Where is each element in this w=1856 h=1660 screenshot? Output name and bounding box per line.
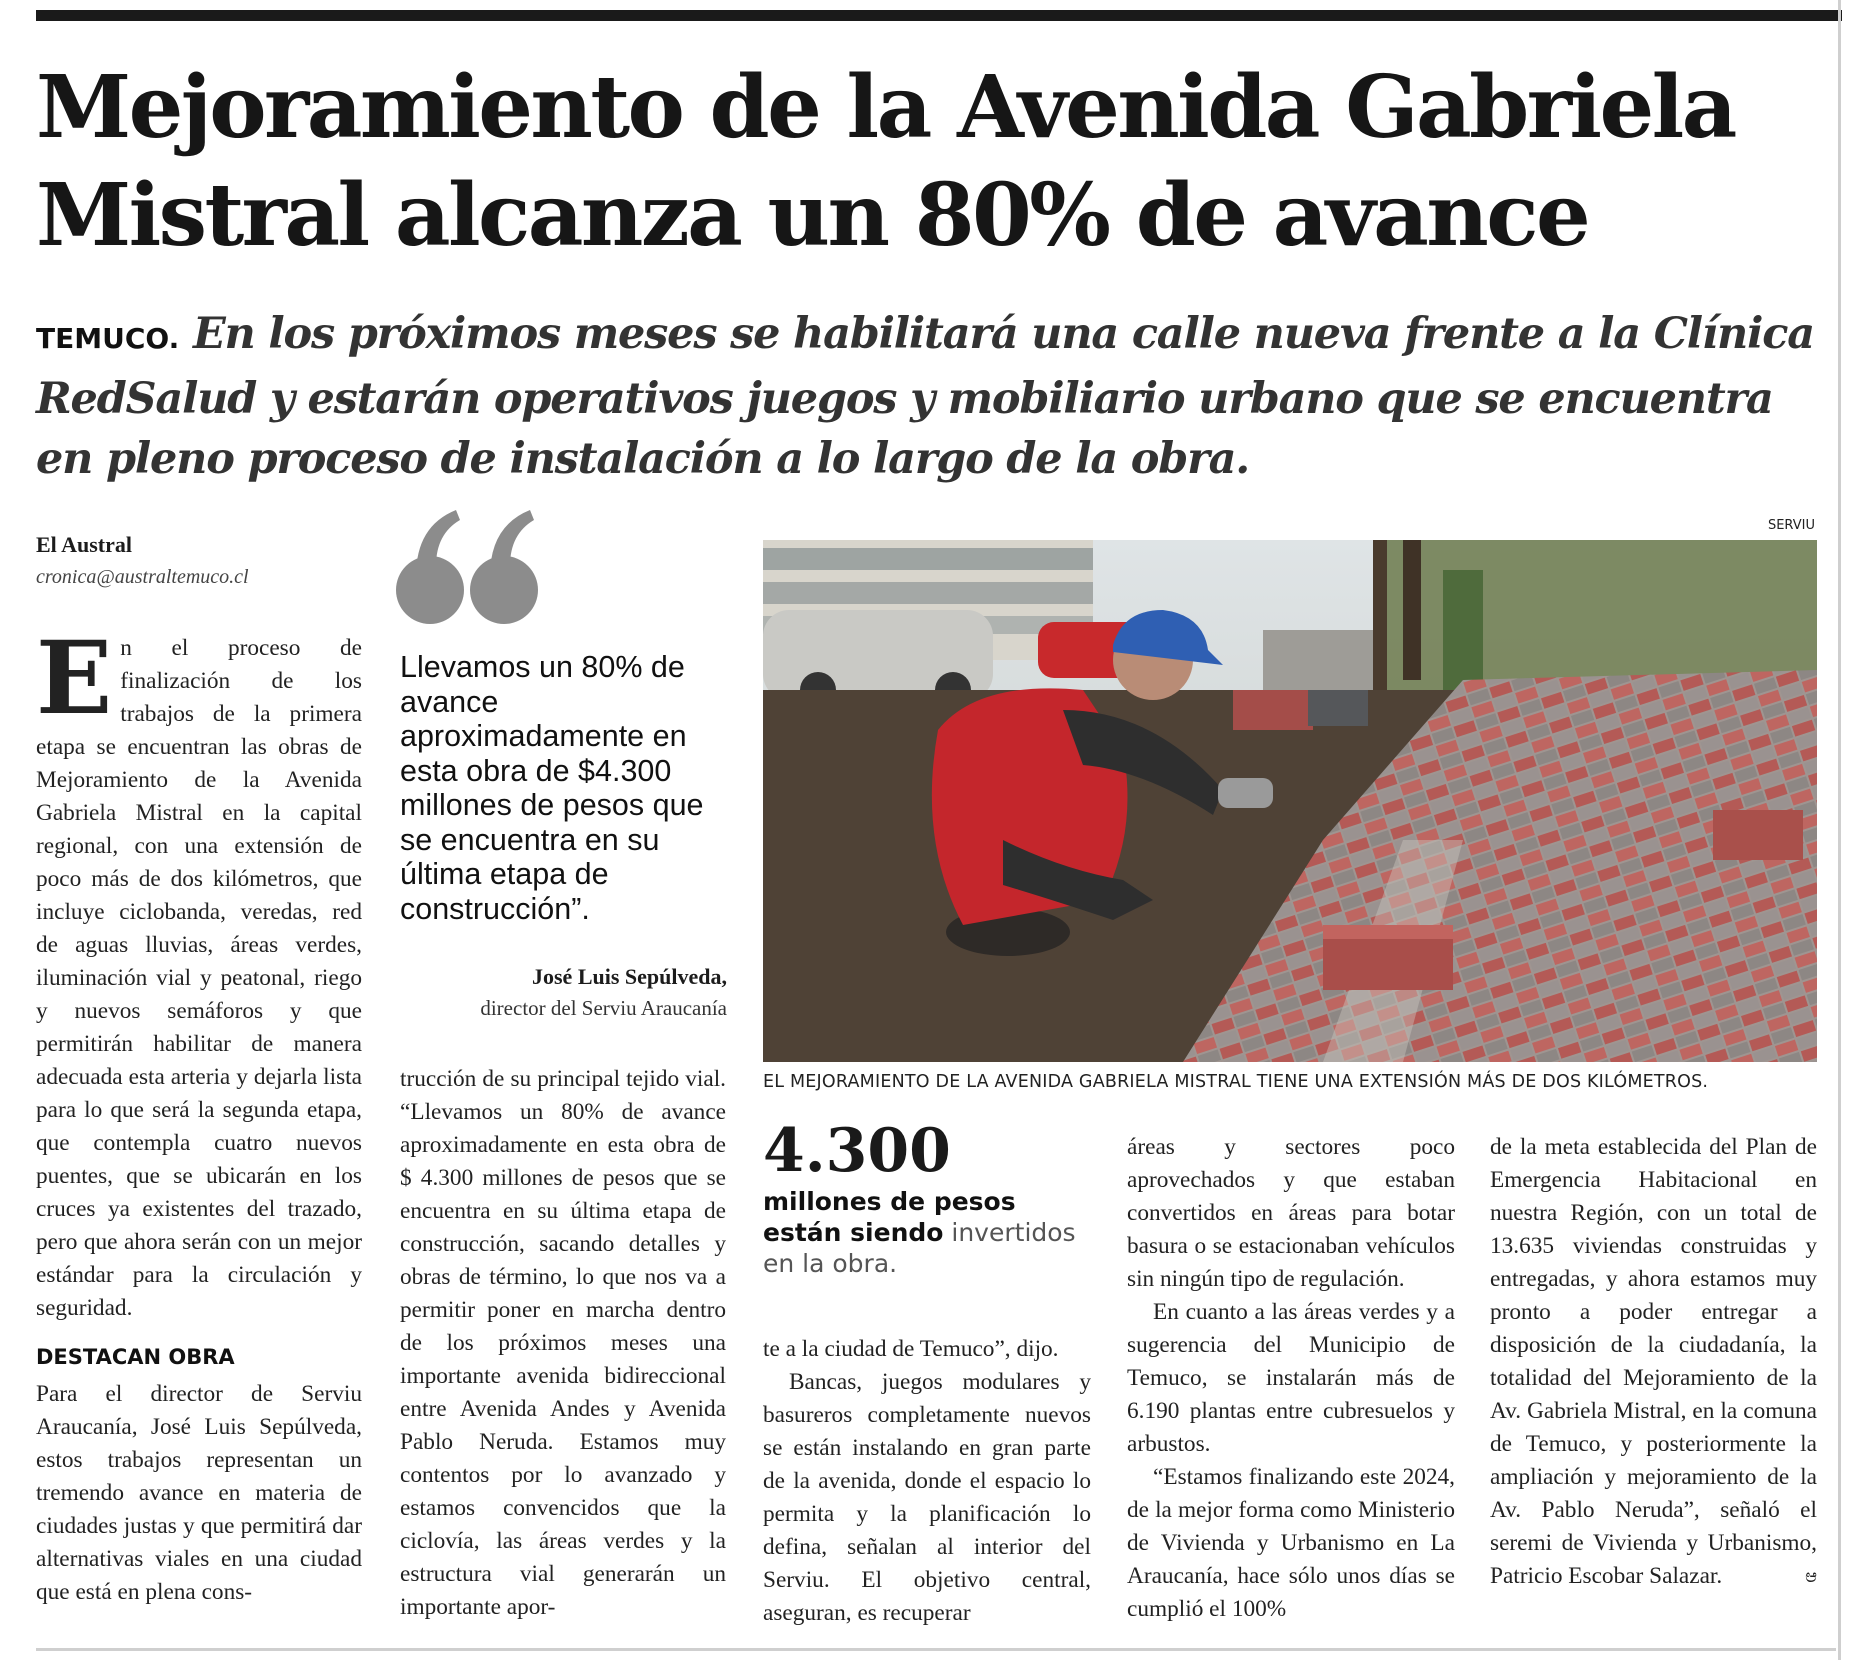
right-column-rule <box>1838 0 1841 1660</box>
lead-text: En los próximos meses se habilitará una calle nueva frente a la Clínica RedSalud y estarán operativos juegos y mobiliario urbano que se encuentra en pleno proceso de instalación a lo largo de la obra. <box>36 309 1814 484</box>
body-column-1 <box>36 619 362 1609</box>
stat-bold-text: millones de pesos están siendo <box>763 1187 1016 1247</box>
author-email[interactable]: cronica@australtemuco.cl <box>36 566 249 588</box>
end-mark-icon: ಆ <box>1805 1566 1817 1587</box>
bottom-rule <box>36 1648 1836 1651</box>
quote-author: José Luis Sepúlveda, <box>532 964 727 989</box>
photo-credit: SERVIU <box>1767 518 1815 533</box>
body-column-3 <box>763 1333 1091 1630</box>
pull-quote: Llevamos un 80% de avance aproximadamente en esta obra de $4.300 millones de pesos que se encuentra en su última etapa de construcción”. <box>400 650 704 926</box>
stat-description <box>763 1186 1093 1279</box>
body-column-2 <box>400 1063 726 1624</box>
photo-caption: EL MEJORAMIENTO DE LA AVENIDA GABRIELA MISTRAL TIENE UNA EXTENSIÓN MÁS DE DOS KILÓMETROS. <box>763 1072 1709 1092</box>
byline: El Austral <box>36 532 132 557</box>
body-paragraph: de la meta establecida del Plan de Emergencia Habitacional en nuestra Región, con un total de 13.635 viviendas construidas y entregadas, y ahora estamos muy pronto a poder entregar a disposición de la ciudadanía, la totalidad del Mejoramiento de la Av. Gabriela Mistral, en la comuna de Temuco, y posteriormente la ampliación y mejoramiento de la Av. Pablo Neruda”, señaló el seremi de Vivienda y Urbanismo, Patricio Escobar Salazar. <box>1490 1134 1817 1589</box>
body-paragraph: n el proceso de finalización de los trabajos de la primera etapa se encuentran las obras de Mejoramiento de la Avenida Gabriela Mistral en la capital regional, con una extensión de poco más de dos kilómetros, que incluye ciclobanda, veredas, red de aguas lluvias, áreas verdes, iluminación vial y peatonal, riego y nuevos semáforos y que permitirán habilitar de manera adecuada esta arteria y dejarla lista para lo que será la segunda etapa, que contempla cuatro nuevos puentes, que se ubicarán en los cruces ya existentes del trazado, pero que ahora serán con un mejor estándar para la circulación y seguridad. <box>36 635 362 1321</box>
quote-mark-icon <box>392 504 542 649</box>
body-paragraph: Bancas, juegos modulares y basureros completamente nuevos se están instalando en gran parte de la avenida, donde el espacio lo permita y la planificación lo defina, señalan al interior del Serviu. El objetivo central, aseguran, es recuperar <box>763 1369 1091 1626</box>
section-subhead: DESTACAN OBRA <box>36 1345 235 1369</box>
body-paragraph: Para el director de Serviu Araucanía, José Luis Sepúlveda, estos trabajos representan un tremendo avance en materia de ciudades justas y que permitirá dar alternativas viales en una ciudad que está en plena cons- <box>36 1381 362 1605</box>
drop-cap: E <box>36 619 113 737</box>
stat-rest-text: invertidos en la obra. <box>763 1218 1076 1278</box>
body-paragraph: áreas y sectores poco aprovechados y que estaban convertidos en áreas para botar basura o se estacionaban vehículos sin ningún tipo de regulación. <box>1127 1134 1455 1292</box>
body-column-5 <box>1490 1131 1817 1593</box>
body-paragraph: En cuanto a las áreas verdes y a sugerencia del Municipio de Temuco, se instalarán más de 6.190 plantas entre cubresuelos y arbustos. <box>1127 1299 1455 1457</box>
lead-paragraph <box>36 304 1826 489</box>
dateline: TEMUCO. <box>36 322 180 355</box>
body-column-4 <box>1127 1131 1455 1626</box>
stat-number: 4.300 <box>763 1116 951 1186</box>
body-paragraph: “Estamos finalizando este 2024, de la mejor forma como Ministerio de Vivienda y Urbanismo en La Araucanía, hace sólo unos días se cumplió el 100% <box>1127 1464 1455 1622</box>
top-rule <box>36 10 1842 21</box>
body-paragraph: te a la ciudad de Temuco”, dijo. <box>763 1336 1059 1362</box>
quote-author-role: director del Serviu Araucanía <box>480 996 727 1020</box>
article-photo <box>763 540 1817 1062</box>
headline: Mejoramiento de la Avenida Gabriela Mistral alcanza un 80% de avance <box>36 57 1735 266</box>
body-paragraph: trucción de su principal tejido vial. “Llevamos un 80% de avance aproximadamente en esta obra de $ 4.300 millones de pesos que se encuentra en su última etapa de construcción, sacando detalles y obras de término, lo que nos va a permitir poner en marcha dentro de los próximos meses una importante avenida bidireccional entre Avenida Andes y Avenida Pablo Neruda. Estamos muy contentos por lo avanzado y estamos convencidos que la ciclovía, las áreas verdes y la estructura vial generarán un importante apor- <box>400 1066 726 1620</box>
